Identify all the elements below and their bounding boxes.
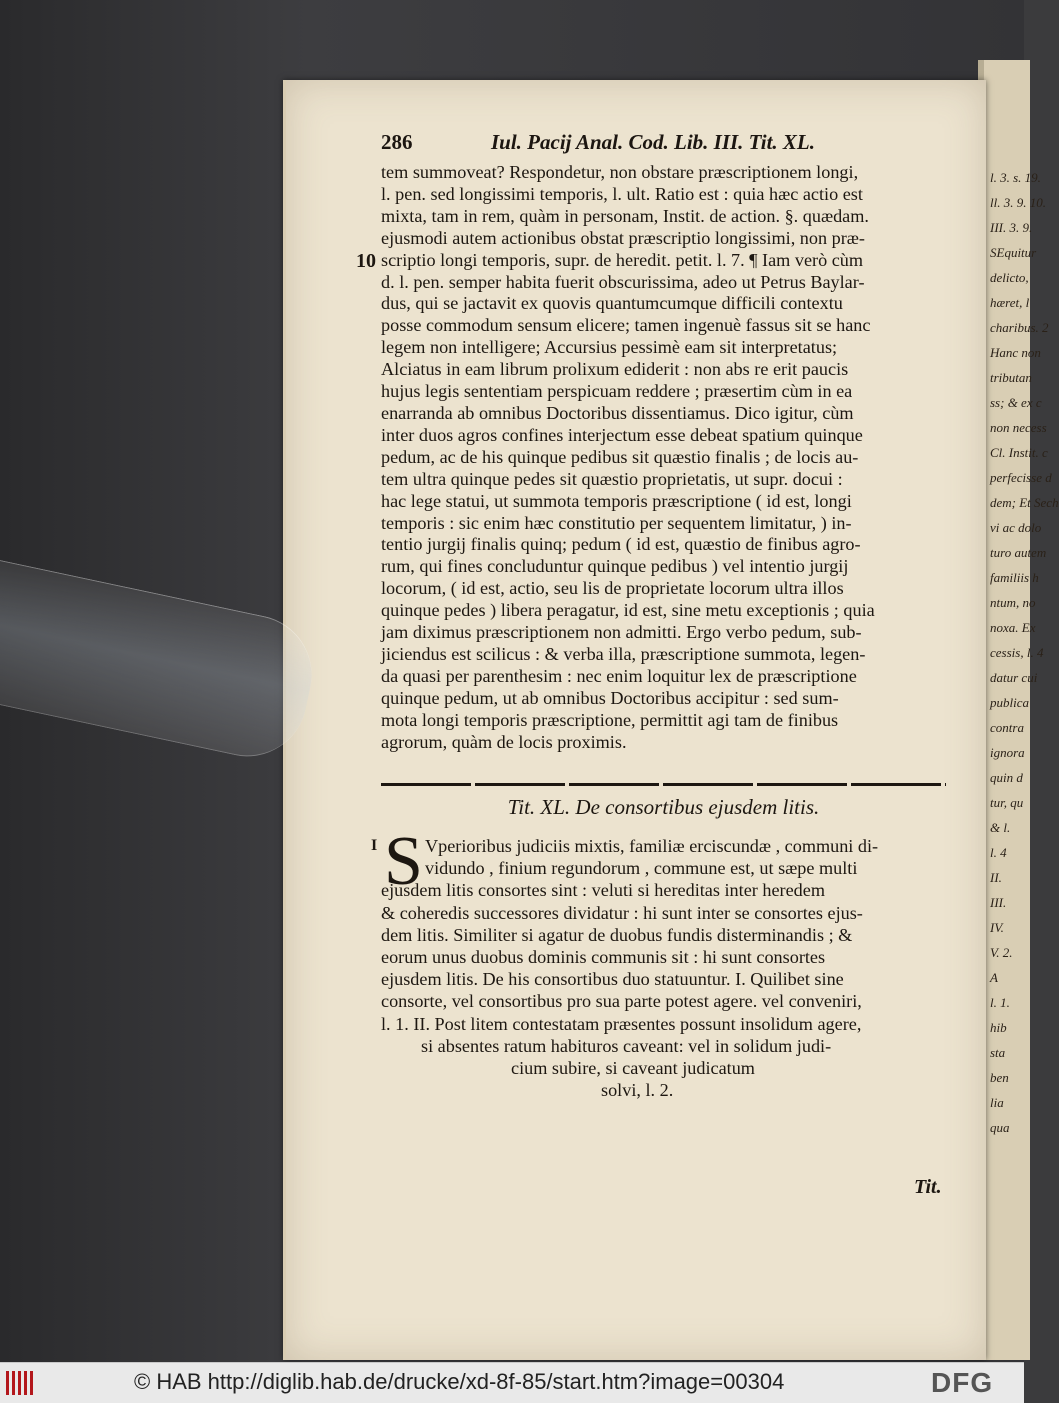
section-text-line: cium subire, si caveant judicatum xyxy=(511,1058,755,1079)
facing-page-fragment: l. 3. s. 19. xyxy=(990,170,1041,185)
facing-page-fragment: familiis h xyxy=(990,570,1039,585)
facing-page-fragment: ntum, no xyxy=(990,595,1036,610)
facing-page-fragment: II. xyxy=(990,870,1002,885)
text-line: agrorum, quàm de locis proximis. xyxy=(381,731,627,752)
text-line: l. pen. sed longissimi temporis, l. ult. Ratio est : quia hæc actio est xyxy=(381,183,863,204)
facing-page-fragment: non necess xyxy=(990,420,1047,435)
text-line: tem summoveat? Respondetur, non obstare præscriptionem longi, xyxy=(381,162,859,182)
text-line: locorum, ( id est, actio, seu lis de proprietate locorum ultra illos xyxy=(381,578,844,599)
facing-page-fragment: quin d xyxy=(990,770,1023,785)
section-text-line: & coheredis successores dividatur : hi sunt inter se consortes ejus- xyxy=(381,902,863,923)
facing-page-fragment: noxa. Ex xyxy=(990,620,1036,635)
text-line: Alciatus in eam librum prolixum ediderit : non abs re erit paucis xyxy=(381,359,849,380)
facing-page-fragment: IV. xyxy=(990,920,1004,935)
facing-page-fragment: III. 3. 9. xyxy=(990,220,1033,235)
facing-page-fragment: Cl. Instit. c xyxy=(990,445,1048,460)
facing-page-fragment: hæret, l xyxy=(990,295,1030,310)
facing-page-fragment: lia xyxy=(990,1095,1004,1110)
facing-page-fragment: qua xyxy=(990,1120,1010,1135)
facing-page-fragment: ignora xyxy=(990,745,1025,760)
catchword: Tit. xyxy=(914,1176,942,1198)
facing-page-fragment: l. 4 xyxy=(990,845,1007,860)
section-text-line: consorte, vel consortibus pro sua parte potest agere. vel conveniri, xyxy=(381,991,862,1012)
section-text-line: solvi, l. 2. xyxy=(601,1080,674,1101)
facing-page-fragment: dem; Et Sech xyxy=(990,495,1059,510)
running-head: Iul. Pacij Anal. Cod. Lib. III. Tit. XL. xyxy=(491,130,815,154)
glass-page-weight xyxy=(0,560,323,768)
body-text xyxy=(381,162,951,753)
facing-page-fragment: III. xyxy=(990,895,1007,910)
text-line: rum, qui fines concluduntur quinque pedibus ) vel intentio jurgij xyxy=(381,556,849,577)
facing-page-fragment: l. 1. xyxy=(990,995,1010,1010)
facing-page-fragment: datur cui xyxy=(990,670,1038,685)
text-line: enarranda ab omnibus Doctoribus dissentiamus. Dico igitur, cùm xyxy=(381,402,854,423)
facing-page-fragment: A xyxy=(990,970,998,985)
text-line: hac lege statui, ut summota temporis præscriptione ( id est, longi xyxy=(381,490,852,511)
text-line: dus, qui se jactavit ex quovis quantumcumque difficili contextu xyxy=(381,293,843,314)
text-line: jam diximus præscriptionem non admitti. Ergo verbo pedum, sub- xyxy=(381,622,862,643)
facing-page-fragment: sta xyxy=(990,1045,1006,1060)
text-line: d. l. pen. semper habita fuerit obscurissima, adeo ut Petrus Baylar- xyxy=(381,271,865,292)
text-line: legem non intelligere; Accursius pessimè eam sit interpretatus; xyxy=(381,337,838,358)
facing-page-fragment: charibus. 2 xyxy=(990,320,1049,335)
text-line: posse commodum sensum elicere; tamen ingenuè fassus sit se hanc xyxy=(381,315,871,336)
dfg-logo: DFG xyxy=(931,1367,994,1398)
credit-link[interactable]: © HAB http://diglib.hab.de/drucke/xd-8f-85/start.htm?image=00304 xyxy=(134,1369,785,1394)
facing-page-fragment: & l. xyxy=(990,820,1011,835)
section-text xyxy=(381,835,949,1101)
facing-page-fragment: tur, qu xyxy=(990,795,1024,810)
text-line: jiciendus est scilicus : & verba illa, præscriptione summota, legen- xyxy=(381,643,866,664)
text-line: tentio jurgij finalis quinq; pedum ( id est, quæstio de finibus agro- xyxy=(381,534,861,555)
text-line: scriptio longi temporis, supr. de heredit. petit. l. 7. ¶ Iam verò cùm xyxy=(381,249,864,270)
text-line: da quasi per parenthesim : nec enim loquitur lex de præscriptione xyxy=(381,665,857,686)
section-text-line: ejusdem litis. De his consortibus duo statuuntur. I. Quilibet sine xyxy=(381,969,844,990)
section-text-line: dem litis. Similiter si agatur de duobus fundis disterminandis ; & xyxy=(381,924,853,945)
facing-page-fragment: ll. 3. 9. 10. xyxy=(990,195,1046,210)
facing-page-fragment: perfecisse d xyxy=(990,470,1052,485)
section-text-line: eorum unus duobus dominis communis sit : hi sunt consortes xyxy=(381,947,826,968)
facing-page-fragment: V. 2. xyxy=(990,945,1013,960)
section-number: I xyxy=(371,837,378,854)
book-page xyxy=(283,80,986,1360)
viewer-footer xyxy=(0,1362,1024,1403)
facing-page-fragment: contra xyxy=(990,720,1024,735)
page-header xyxy=(381,130,941,160)
facing-page-fragment: turo autem xyxy=(990,545,1047,560)
text-line: pedum, ac de his quinque pedibus sit quæstio finalis ; de locis au- xyxy=(381,446,859,467)
text-line: inter duos agros confines interjectum esse debeat spatium quinque xyxy=(381,424,863,445)
text-line: ejusmodi autem actionibus obstat præscriptio longissimi, non præ- xyxy=(381,227,865,248)
facing-page-fragment: vi ac dolo xyxy=(990,520,1042,535)
text-line: hujus legis sententiam perspicuam reddere ; præsertim cùm in ea xyxy=(381,381,853,402)
section-title: Tit. XL. De consortibus ejusdem litis. xyxy=(507,795,820,819)
facing-page-fragment: publica xyxy=(990,695,1029,710)
facing-page-fragment: tributan xyxy=(990,370,1032,385)
facing-page-fragment: hib xyxy=(990,1020,1007,1035)
facing-page-fragment: SEquitur xyxy=(990,245,1037,260)
facing-page-fragment: ben xyxy=(990,1070,1009,1085)
section-text-line: l. 1. II. Post litem contestatam præsentes possunt insolidum agere, xyxy=(381,1013,862,1034)
hab-logo-icon xyxy=(6,1371,36,1395)
text-line: tem ultra quinque pedes sit quæstio proprietatis, ut supr. docui : xyxy=(381,468,843,489)
text-line: quinque pedes ) libera peragatur, id est, sine metu exceptionis ; quia xyxy=(381,600,875,621)
dropcap-letter: S xyxy=(384,823,423,900)
text-line: mota longi temporis præscriptione, permittit agi tam de finibus xyxy=(381,709,839,730)
section-rule xyxy=(381,783,946,786)
facing-page-fragment: cessis, l. 4 xyxy=(990,645,1044,660)
section-text-line: vidundo , finium regundorum , commune est, ut sæpe multi xyxy=(425,858,858,879)
text-line: temporis : sic enim hæc constitutio per sequentem limitatur, ) in- xyxy=(381,512,852,533)
page-number: 286 xyxy=(381,130,413,154)
text-line: mixta, tam in rem, quàm in personam, Instit. de action. §. quædam. xyxy=(381,205,869,226)
section-text-line: Vperioribus judiciis mixtis, familiæ erciscundæ , communi di- xyxy=(425,836,879,856)
facing-page-fragment: delicto, xyxy=(990,270,1029,285)
section-text-line: si absentes ratum habituros caveant: vel in solidum judi- xyxy=(421,1035,832,1056)
margin-numeral: 10 xyxy=(356,250,376,272)
section-text-line: ejusdem litis consortes sint : veluti si hereditas inter heredem xyxy=(381,880,825,901)
facing-page-fragment: Hanc non xyxy=(990,345,1041,360)
text-line: quinque pedum, ut ab omnibus Doctoribus accipitur : sed sum- xyxy=(381,687,839,708)
facing-page-fragment: ss; & ex c xyxy=(990,395,1042,410)
